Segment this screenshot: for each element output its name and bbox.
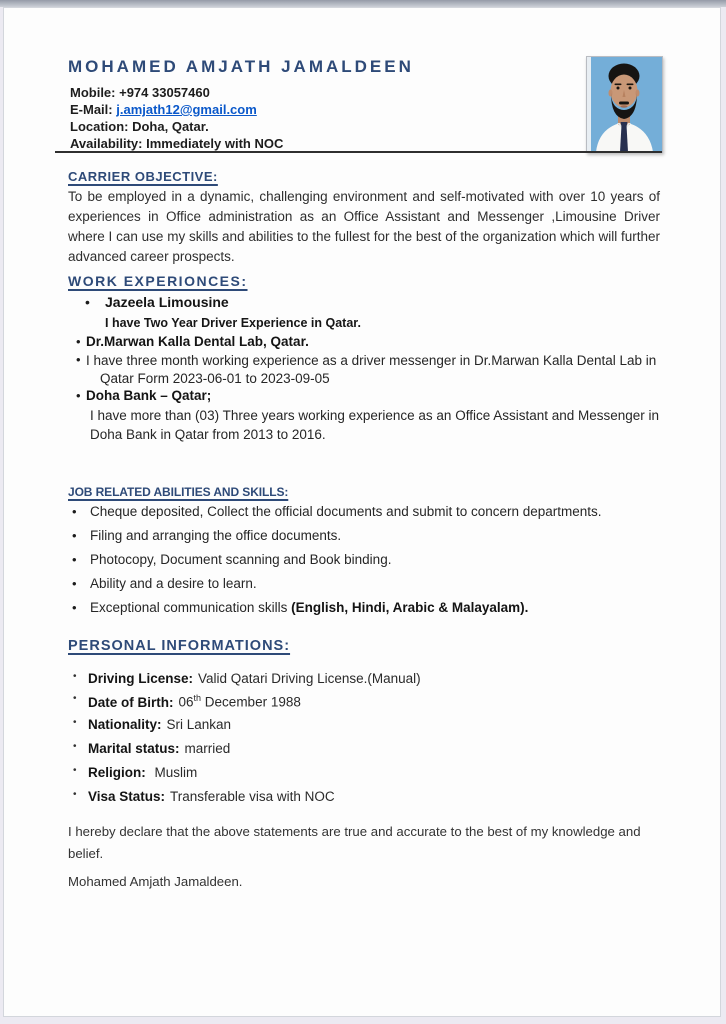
personal-item-label: Driving License: (88, 671, 194, 686)
personal-item-label: Marital status: (88, 741, 180, 756)
bullet-icon: • (73, 693, 77, 704)
bullet-icon: • (76, 388, 81, 403)
bullet-icon: • (73, 717, 77, 728)
work-item-title: Doha Bank – Qatar; (86, 388, 212, 403)
bullet-icon: • (85, 294, 90, 310)
bullet-icon: • (76, 334, 81, 349)
bullet-icon: • (73, 671, 77, 682)
personal-item-value: Muslim (150, 765, 198, 780)
objective-text: To be employed in a dynamic, challenging environment and self-motivated with over 10 years of experiences in Office administration as an Office Assistant and Messenger ,Limousine Driver where I can use my skills and abilities to the fullest for the best of the organization which will further advanced career prospects. (68, 189, 660, 264)
email-link[interactable]: j.amjath12@gmail.com (116, 102, 257, 117)
skill-item (90, 600, 660, 615)
personal-item (88, 717, 231, 732)
contact-location: Location: Doha, Qatar. (70, 119, 209, 134)
contact-block (70, 84, 283, 152)
work-item-text: I have three month working experience as a driver messenger in Dr.Marwan Kalla Dental Lab in Qatar Form 2023-06-01 to 2023-09-05 (86, 353, 657, 386)
work-item-title: Jazeela Limousine (105, 294, 229, 310)
personal-item-value-rest: December 1988 (201, 694, 301, 710)
work-item-title: Dr.Marwan Kalla Dental Lab, Qatar. (86, 334, 309, 349)
personal-item (88, 693, 301, 710)
section-heading-skills: JOB RELATED ABILITIES AND SKILLS: (68, 485, 289, 499)
contact-email-row (70, 101, 283, 118)
work-item-detail: I have Two Year Driver Experience in Qatar. (105, 316, 361, 330)
profile-photo-image (587, 57, 662, 152)
personal-item-label: Date of Birth: (88, 694, 174, 710)
bullet-icon: • (72, 600, 77, 615)
contact-availability: Availability: Immediately with NOC (70, 136, 284, 151)
section-heading-objective: CARRIER OBJECTIVE: (68, 169, 218, 184)
personal-item (88, 765, 197, 780)
bullet-icon: • (72, 576, 77, 591)
skill-item: Ability and a desire to learn. (90, 576, 257, 591)
personal-item (88, 671, 421, 686)
personal-item-value: married (184, 741, 231, 756)
page-title: MOHAMED AMJATH JAMALDEEN (68, 57, 414, 76)
skill-item: Filing and arranging the office documents. (90, 528, 342, 543)
bullet-icon: • (72, 528, 77, 543)
bullet-icon: • (72, 504, 77, 519)
personal-item-label: Religion: (88, 765, 146, 780)
section-heading-work: WORK EXPERIONCES: (68, 273, 248, 289)
section-heading-personal: PERSONAL INFORMATIONS: (68, 638, 291, 654)
profile-photo (586, 56, 663, 153)
personal-item (88, 789, 335, 804)
personal-item (88, 741, 230, 756)
personal-item-value: Sri Lankan (166, 717, 232, 732)
header-divider (55, 151, 662, 153)
bullet-icon: • (73, 789, 77, 800)
signature-text: Mohamed Amjath Jamaldeen. (68, 874, 243, 889)
personal-item-label: Nationality: (88, 717, 162, 732)
personal-item-value: Valid Qatari Driving License.(Manual) (198, 671, 421, 686)
skill-item: Cheque deposited, Collect the official documents and submit to concern departments. (90, 504, 602, 519)
bullet-icon: • (73, 765, 77, 776)
skill-item-regular: Exceptional communication skills (90, 600, 292, 615)
personal-item-label: Visa Status: (88, 789, 166, 804)
page-top-edge (0, 0, 726, 7)
declaration-text: I hereby declare that the above statements are true and accurate to the best of my knowledge and belief. (68, 824, 641, 861)
skill-item: Photocopy, Document scanning and Book binding. (90, 552, 392, 567)
skill-item-bold: (English, Hindi, Arabic & Malayalam). (291, 600, 529, 615)
contact-email-label: E-Mail: (70, 102, 117, 117)
personal-item-value: Transferable visa with NOC (170, 789, 335, 804)
bullet-icon: • (76, 352, 81, 367)
contact-mobile: Mobile: +974 33057460 (70, 85, 210, 100)
personal-item-value-ordinal: th (193, 693, 202, 703)
personal-item-value-day: 06 (178, 694, 194, 710)
bullet-icon: • (72, 552, 77, 567)
bullet-icon: • (73, 741, 77, 752)
work-item-detail: I have more than (03) Three years working experience as an Office Assistant and Messenger in Doha Bank in Qatar from 2013 to 2016. (90, 408, 660, 442)
